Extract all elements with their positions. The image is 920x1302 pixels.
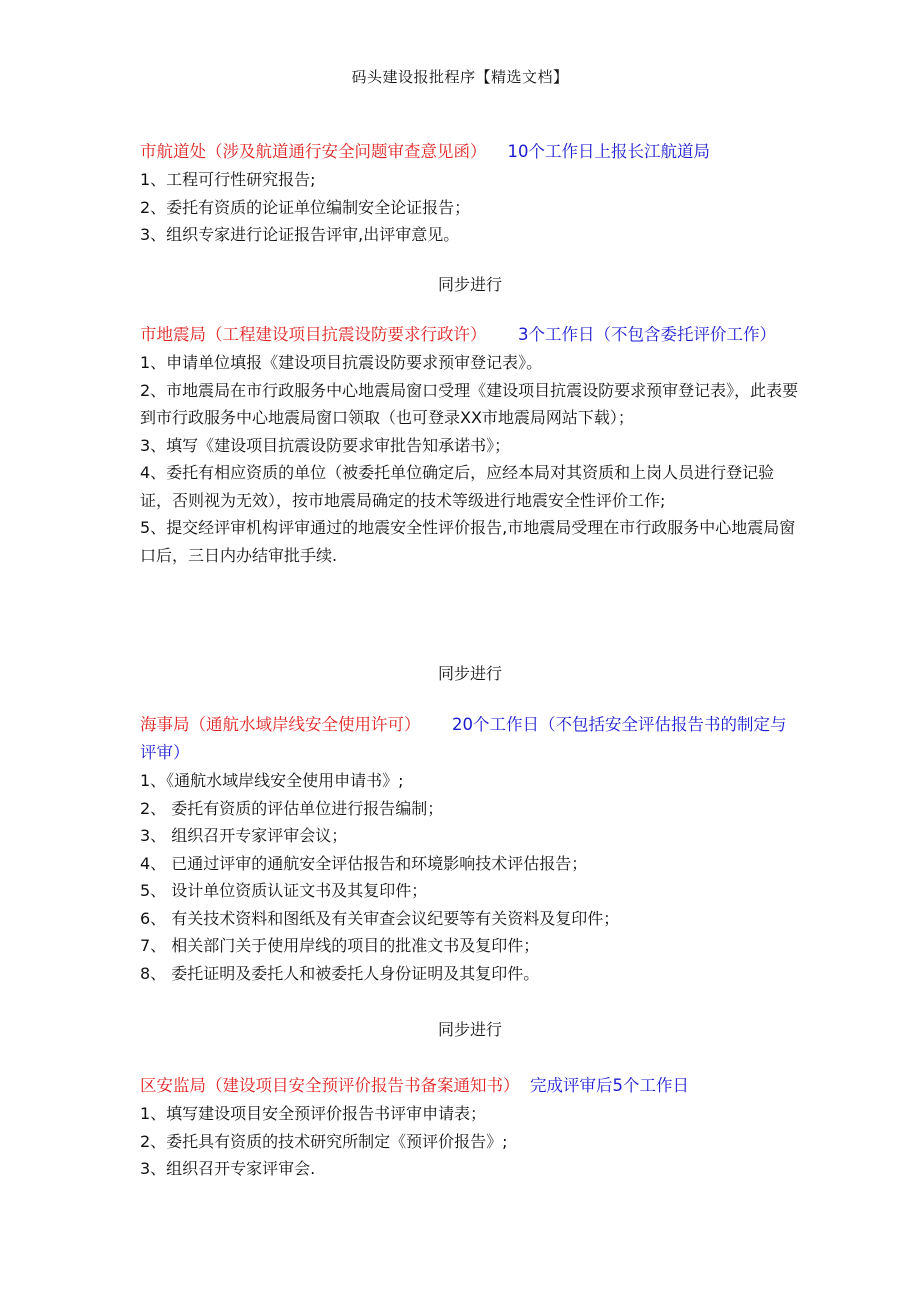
list-item: 3、 组织召开专家评审会议； [140,826,348,845]
section-heading [140,1072,800,1100]
agency-name: 海事局（通航水域岸线安全使用许可） [140,715,421,734]
list-item: 2、市地震局在市行政服务中心地震局窗口受理《建设项目抗震设防要求预审登记表》，此表要到市行政服务中心地震局窗口领取（也可登录XX市地震局网站下载）； [140,380,799,427]
list-item: 8、 委托证明及委托人和被委托人身份证明及其复印件。 [140,963,540,983]
section-maritime-bureau [140,711,800,987]
sync-divider: 同步进行 [437,1020,502,1039]
list-item: 6、 有关技术资料和图纸及有关审查会议纪要等有关资料及复印件； [140,908,620,928]
list-item: 2、委托具有资质的技术研究所制定《预评价报告》; [140,1131,508,1151]
list-item: 3、组织专家进行论证报告评审,出评审意见。 [140,225,460,244]
list-item: 2、 委托有资质的评估单位进行报告编制； [140,798,444,818]
list-item: 1、填写建设项目安全预评价报告书评审申请表； [140,1104,487,1123]
document-title: 码头建设报批程序【精选文档】 [351,68,569,86]
heading-spacer [520,1076,531,1095]
section-earthquake-bureau [140,321,800,569]
list-item: 4、 已通过评审的通航安全评估报告和环境影响技术评估报告； [140,853,588,873]
list-item: 5、提交经评审机构评审通过的地震安全性评价报告,市地震局受理在市行政服务中心地震局窗口后，三日内办结审批手续. [140,518,796,565]
list-item: 5、 设计单位资质认证文书及其复印件； [140,881,428,900]
section-safety-supervision-bureau [140,1072,800,1183]
processing-time: 10个工作日上报长江航道局 [507,142,710,161]
section-heading [140,138,800,166]
agency-name: 区安监局（建设项目安全预评价报告书备案通知书） [140,1076,520,1095]
processing-time: 20个工作日（不包括安全评估报告书的制定与评审） [140,715,787,762]
section-heading [140,321,800,349]
heading-spacer [487,325,518,344]
section-heading [140,711,800,767]
processing-time: 3个工作日（不包含委托评价工作） [517,325,776,344]
list-item: 2、委托有资质的论证单位编制安全论证报告； [140,197,471,217]
list-item: 1、申请单位填报《建设项目抗震设防要求预审登记表》。 [140,353,543,372]
section-navigation-office [140,138,800,249]
agency-name: 市航道处（涉及航道通行安全问题审查意见函） [140,142,487,161]
processing-time: 完成评审后5个工作日 [530,1076,689,1095]
list-item: 4、委托有相应资质的单位（被委托单位确定后，应经本局对其资质和上岗人员进行登记验证，否则视为无效），按市地震局确定的技术等级进行地震安全性评价工作; [140,463,775,510]
list-item: 1、工程可行性研究报告; [140,170,316,189]
heading-spacer [421,715,452,734]
list-item: 3、组织召开专家评审会. [140,1159,316,1178]
agency-name: 市地震局（工程建设项目抗震设防要求行政许） [140,325,487,344]
list-item: 7、 相关部门关于使用岸线的项目的批准文书及复印件； [140,936,540,955]
list-item: 1、《通航水域岸线安全使用申请书》; [140,771,404,790]
heading-spacer [487,142,508,161]
sync-divider: 同步进行 [437,664,502,683]
sync-divider: 同步进行 [437,275,502,294]
list-item: 3、填写《建设项目抗震设防要求审批告知承诺书》； [140,435,511,455]
